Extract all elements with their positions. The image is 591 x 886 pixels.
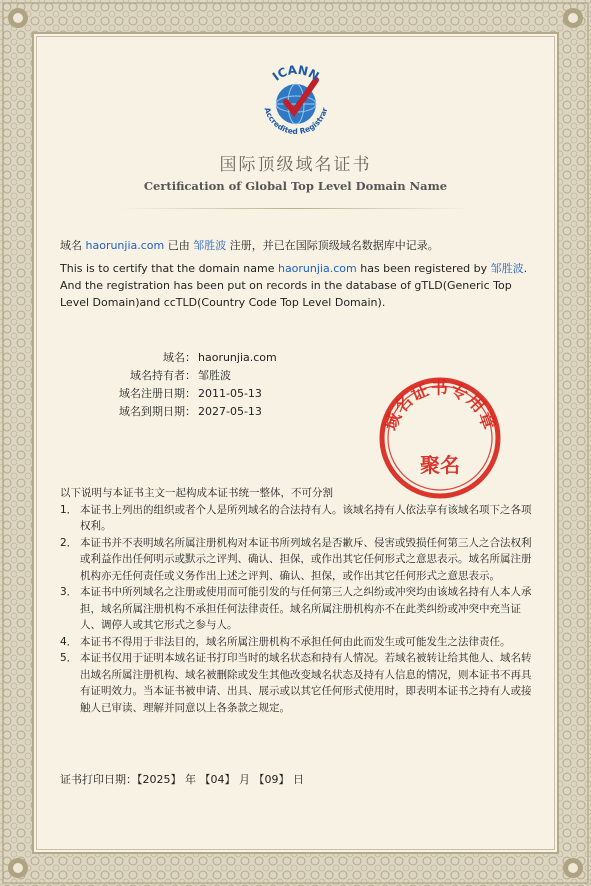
terms-item-number: 1． [60, 503, 78, 516]
statement-cn-mid: 已由 [164, 239, 194, 252]
detail-label: 域名持有者： [130, 369, 196, 382]
svg-text:ICANN [270, 63, 322, 84]
holder-link[interactable]: 邹胜波 [193, 239, 227, 252]
statement-cn-prefix: 域名 [60, 239, 86, 252]
detail-label: 域名： [163, 351, 196, 364]
domain-link[interactable]: haorunjia.com [85, 239, 165, 252]
statement-cn [60, 237, 540, 254]
terms-item [60, 584, 550, 634]
certificate-title-en: Certification of Global Top Level Domain Name [143, 179, 448, 193]
detail-label: 域名注册日期： [119, 387, 196, 400]
terms-item-text: 本证书中所列域名之注册或使用而可能引发的与任何第三人之纠纷或冲突均由该域名持有人本人承担，域名所属注册机构不承担任何法律责任。域名所属注册机构亦不在此类纠纷或冲突中充当证人、调停人或其它形式之参与人。 [80, 586, 532, 631]
print-date-year-unit: 年 [181, 773, 200, 786]
holder-link-en[interactable]: 邹胜波 [490, 262, 524, 275]
detail-row-domain [100, 349, 277, 367]
detail-row-registered [100, 385, 277, 403]
terms-item-number: 4． [60, 635, 78, 648]
logo-top-text: ICANN [269, 62, 322, 84]
terms-item [60, 502, 550, 535]
print-date [60, 771, 304, 787]
detail-row-expires [100, 403, 277, 421]
official-seal-stamp [376, 374, 504, 502]
print-date-day: 【09】 [253, 773, 290, 786]
terms-item [60, 650, 550, 716]
title-divider [120, 208, 470, 209]
terms-item-text: 本证书并不表明域名所属注册机构对本证书所列域名是否歉斥、侵害或毁损任何第三人之合法权利或利益作出任何明示或默示之评判、确认、担保，或作出其它任何形式之意思表示。域名所属注册机构亦无任何责任或义务作出上述之评判、确认、担保，或作出其它任何形式之意思表示。 [80, 536, 532, 582]
domain-details [100, 349, 277, 421]
terms-item-number: 2． [60, 536, 78, 549]
statement-en [60, 260, 540, 311]
terms-heading: 以下说明与本证书主文一起构成本证书统一整体，不可分割 [60, 487, 333, 499]
detail-label: 域名到期日期： [119, 405, 196, 418]
seal-center-text: 聚名 [420, 453, 460, 477]
print-date-label: 证书打印日期： [60, 773, 137, 786]
print-date-month: 【04】 [199, 773, 236, 786]
terms-item-text: 本证书不得用于非法目的，域名所属注册机构不承担任何由此而发生或可能发生之法律责任。 [80, 635, 511, 648]
logo-ring-text: Accredited Registrar [262, 106, 330, 137]
detail-value: haorunjia.com [198, 351, 277, 364]
statement-en-suffix: . And the registration has been put on records in the database of gTLD(Generic Top Level Domain)and ccTLD(Country Code Top Level Domain). [60, 262, 528, 309]
detail-value: 2027-05-13 [198, 405, 262, 418]
terms-item [60, 634, 550, 651]
certificate-title-cn: 国际顶级域名证书 [219, 155, 372, 175]
statement-cn-suffix: 注册，并已在国际顶级域名数据库中记录。 [226, 239, 439, 252]
detail-value: 邹胜波 [198, 369, 231, 382]
statement-en-prefix: This is to certify that the domain name [60, 262, 278, 275]
seal-arc-text: 域名证书专用章 [381, 378, 499, 434]
detail-row-holder [100, 367, 277, 385]
print-date-day-unit: 日 [289, 773, 304, 786]
svg-text:域名证书专用章 [380, 378, 499, 433]
icann-accredited-registrar-logo [252, 58, 340, 146]
terms-item-text: 本证书上列出的组织或者个人是所列域名的合法持有人。该域名持有人依法享有该域名项下之各项权利。 [80, 503, 532, 532]
domain-link-en[interactable]: haorunjia.com [277, 262, 357, 275]
terms-item-number: 3． [60, 586, 78, 598]
terms-item-text: 本证书仅用于证明本域名证书打印当时的域名状态和持有人情况。若域名被转让给其他人、域名转出域名所属注册机构、域名被删除或发生其他改变域名状态及持有人信息的情况，则本证书不再具有证明效力。当本证书被申请、出具、展示或以其它任何形式使用时，即表明本证书之持有人或接触人已审读、理解并同意以上各条款之规定。 [80, 652, 532, 714]
print-date-month-unit: 月 [235, 773, 254, 786]
detail-value: 2011-05-13 [198, 387, 262, 400]
statement-en-mid: has been registered by [356, 262, 491, 275]
terms-item [60, 535, 550, 585]
print-date-year: 【2025】 [137, 773, 182, 786]
terms-section [60, 485, 550, 716]
terms-item-number: 5． [60, 652, 78, 664]
